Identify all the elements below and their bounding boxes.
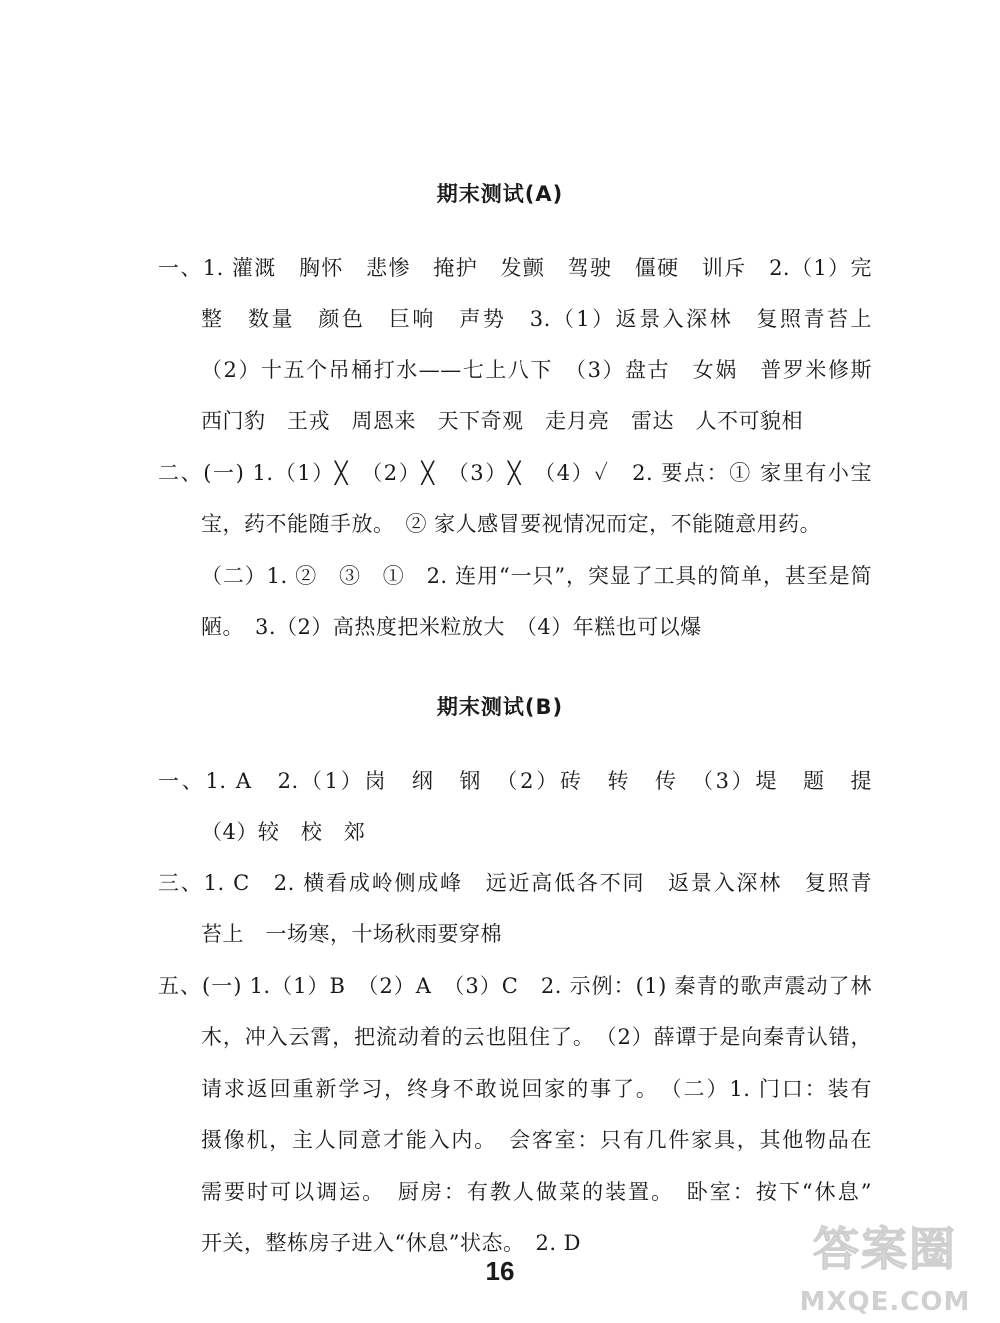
section-a-title: 期末测试(A) [436, 182, 564, 206]
watermark-url: MXQE.COM [799, 1287, 971, 1317]
section-b-line: 苔上 一场寒，十场秋雨要穿棉 [201, 922, 502, 946]
section-a-line: （二）1. ② ③ ① 2. 连用“一只”，突显了工具的简单，甚至是简 [201, 564, 872, 588]
section-b-line: 一、1. A 2.（1）岗 纲 钢 （2）砖 转 传 （3）堤 题 提 [158, 769, 872, 793]
section-a-line: 西门豹 王戎 周恩来 天下奇观 走月亮 雷达 人不可貌相 [201, 409, 803, 433]
section-b-line: 三、1. C 2. 横看成岭侧成峰 远近高低各不同 返景入深林 复照青 [158, 871, 872, 895]
section-a-line: 一、1. 灌溉 胸怀 悲惨 掩护 发颤 驾驶 僵硬 训斥 2.（1）完 [158, 256, 872, 280]
section-b-line: 五、(一) 1.（1）B （2）A （3）C 2. 示例：(1) 秦青的歌声震动了林 [158, 974, 872, 998]
section-a-line: 二、(一) 1.（1）╳ （2）╳ （3）╳ （4）✓ 2. 要点：① 家里有小宝 [158, 461, 872, 485]
section-b-line: 木，冲入云霄，把流动着的云也阻住了。 （2）薛谭于是向秦青认错， [201, 1025, 872, 1049]
watermark-logo: 答案圈 [813, 1222, 957, 1276]
page-number: 16 [485, 1256, 515, 1286]
section-b-line: 开关，整栋房子进入“休息”状态。 2. D [201, 1231, 582, 1255]
section-b-line: （4）较 校 郊 [201, 820, 366, 844]
section-b-line: 摄像机，主人同意才能入内。 会客室：只有几件家具，其他物品在 [201, 1128, 872, 1152]
section-a-line: （2）十五个吊桶打水——七上八下 （3）盘古 女娲 普罗米修斯 [201, 358, 872, 382]
section-b-line: 请求返回重新学习，终身不敢说回家的事了。 （二）1. 门口：装有 [201, 1077, 872, 1101]
section-a-line: 整 数量 颜色 巨响 声势 3.（1）返景入深林 复照青苔上 [201, 307, 872, 331]
section-b-title: 期末测试(B) [436, 695, 564, 719]
section-a-line: 宝，药不能随手放。 ② 家人感冒要视情况而定，不能随意用药。 [201, 512, 822, 536]
section-a-line: 陋。 3.（2）高热度把米粒放大 （4）年糕也可以爆 [201, 615, 702, 639]
watermark [790, 1213, 980, 1317]
section-b-line: 需要时可以调运。 厨房：有教人做菜的装置。 卧室：按下“休息” [201, 1180, 872, 1204]
